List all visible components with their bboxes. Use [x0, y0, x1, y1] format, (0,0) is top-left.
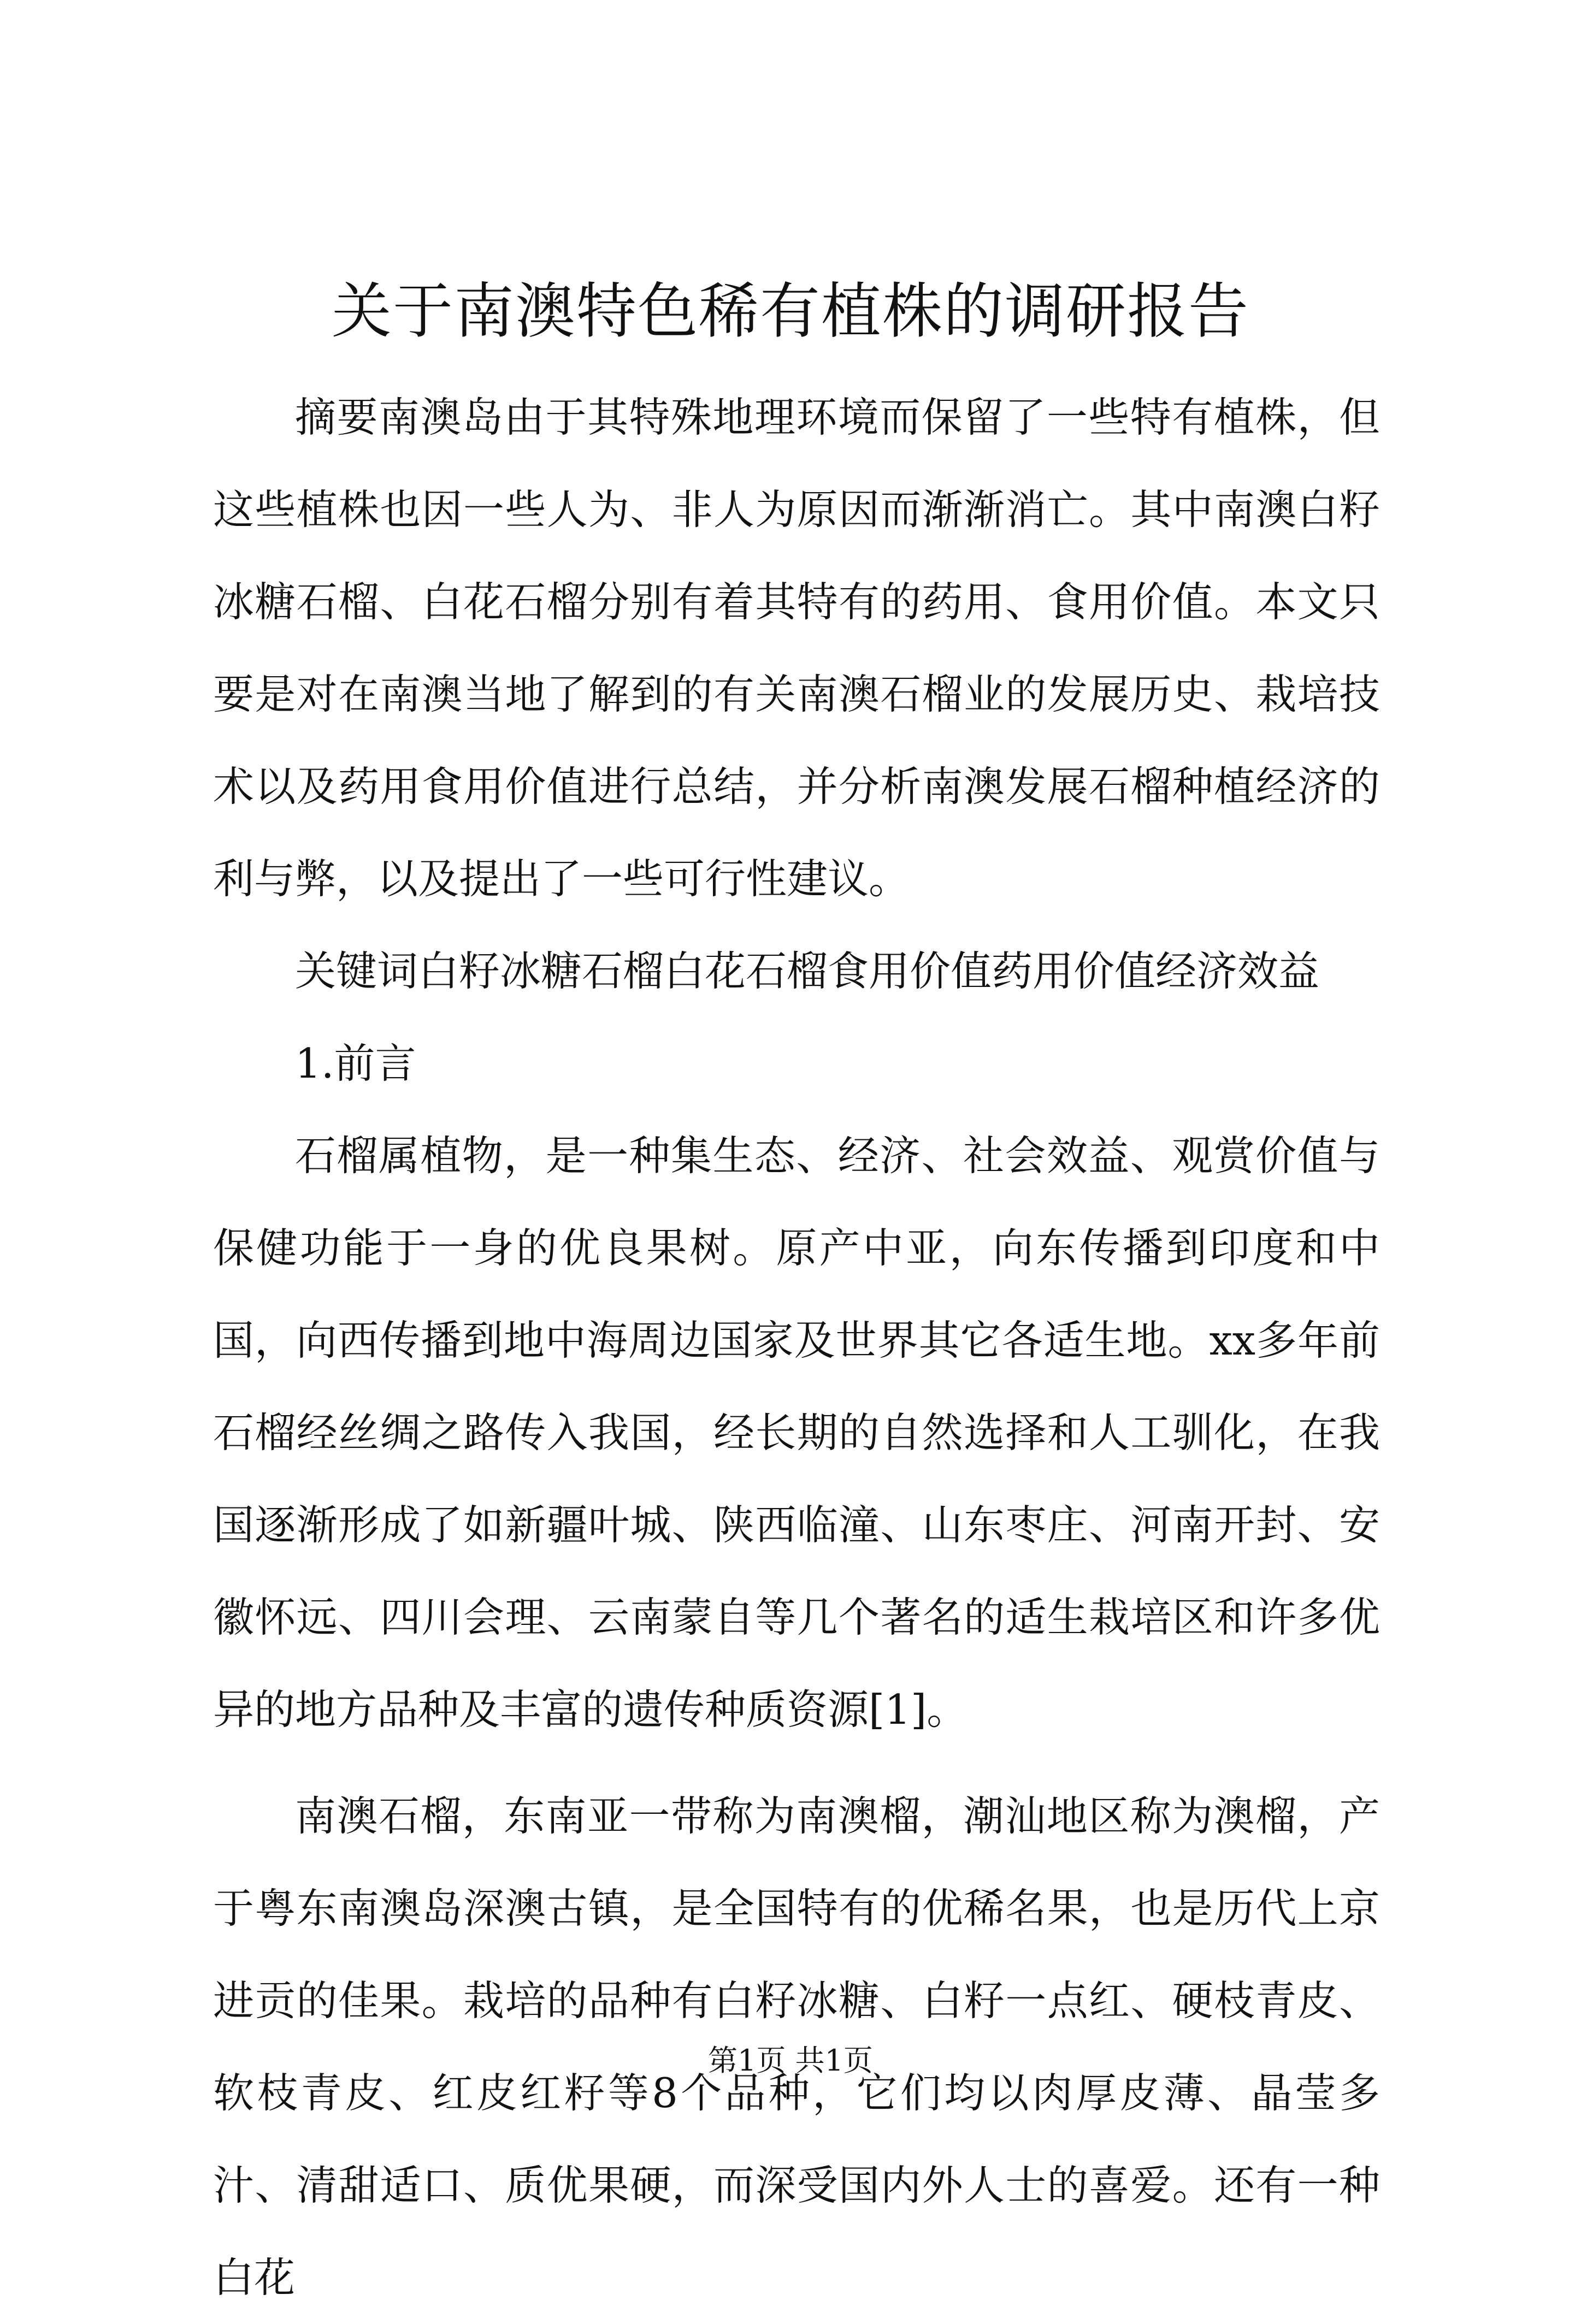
document-body: [213, 371, 1380, 2324]
abstract-paragraph: 摘要南澳岛由于其特殊地理环境而保留了一些特有植株，但这些植株也因一些人为、非人为原因而渐渐消亡。其中南澳白籽冰糖石榴、白花石榴分别有着其特有的药用、食用价值。本文只要是对在南澳当地了解到的有关南澳石榴业的发展历史、栽培技术以及药用食用价值进行总结，并分析南澳发展石榴种植经济的利与弊，以及提出了一些可行性建议。: [213, 393, 1380, 903]
keywords-paragraph: 关键词白籽冰糖石榴白花石榴食用价值药用价值经济效益: [295, 947, 1320, 995]
section-heading-preface: 1.前言: [295, 1039, 416, 1087]
body-paragraph: 南澳石榴，东南亚一带称为南澳榴，潮汕地区称为澳榴，产于粤东南澳岛深澳古镇，是全国特有的优稀名果，也是历代上京进贡的佳果。栽培的品种有白籽冰糖、白籽一点红、硬枝青皮、软枝青皮、红皮红籽等8个品种，它们均以肉厚皮薄、晶莹多汁、清甜适口、质优果硬，而深受国内外人士的喜爱。还有一种白花: [213, 1792, 1380, 2302]
page-number-footer: 第1页 共1页: [708, 2043, 873, 2078]
document-title: 关于南澳特色稀有植株的调研报告: [332, 276, 1249, 346]
body-paragraph: 石榴属植物，是一种集生态、经济、社会效益、观赏价值与保健功能于一身的优良果树。原产中亚，向东传播到印度和中国，向西传播到地中海周边国家及世界其它各适生地。xx多年前石榴经丝绸之路传入我国，经长期的自然选择和人工驯化，在我国逐渐形成了如新疆叶城、陕西临潼、山东枣庄、河南开封、安徽怀远、四川会理、云南蒙自等几个著名的适生栽培区和许多优异的地方品种及丰富的遗传种质资源[1]。: [213, 1132, 1380, 1734]
